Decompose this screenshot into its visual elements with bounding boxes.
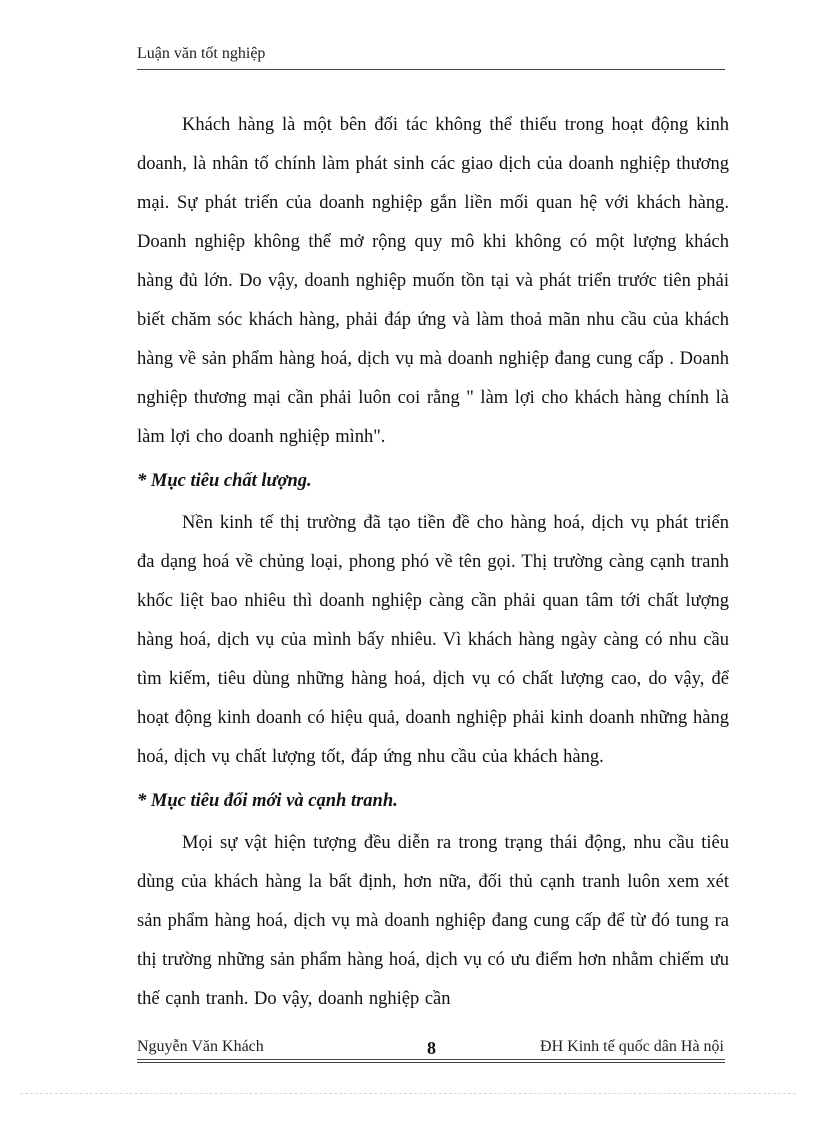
header-rule	[137, 69, 725, 70]
heading-quality-goal: * Mục tiêu chất lượng.	[137, 471, 312, 491]
paragraph-customers: Khách hàng là một bên đối tác không thể thiếu trong hoạt động kinh doanh, là nhân tố chính làm phát sinh các giao dịch của doanh nghiệp thương mại. Sự phát triển của doanh nghiệp gắn liền mối quan hệ với khách hàng. Doanh nghiệp không thể mở rộng quy mô khi không có một lượng khách hàng đủ lớn. Do vậy, doanh nghiệp muốn tồn tại và phát triển trước tiên phải biết chăm sóc khách hàng, phải đáp ứng và làm thoả mãn nhu cầu của khách hàng về sản phẩm hàng hoá, dịch vụ mà doanh nghiệp đang cung cấp . Doanh nghiệp thương mại cần phải luôn coi rằng " làm lợi cho khách hàng chính là làm lợi cho doanh nghiệp mình".	[137, 115, 729, 447]
paragraph-quality: Nền kinh tế thị trường đã tạo tiền đề cho hàng hoá, dịch vụ phát triển đa dạng hoá về chủng loại, phong phó về tên gọi. Thị trường càng cạnh tranh khốc liệt bao nhiêu thì doanh nghiệp càng cần phải quan tâm tới chất lượng hàng hoá, dịch vụ của mình bấy nhiêu. Vì khách hàng ngày càng có nhu cầu tìm kiếm, tiêu dùng những hàng hoá, dịch vụ có chất lượng cao, do vậy, để hoạt động kinh doanh có hiệu quả, doanh nghiệp phải kinh doanh những hàng hoá, dịch vụ chất lượng tốt, đáp ứng nhu cầu của khách hàng.	[137, 513, 729, 767]
page-number: 8	[427, 1038, 436, 1058]
footer-author: Nguyễn Văn Khách	[137, 1038, 264, 1055]
footer-rule	[137, 1059, 725, 1060]
paragraph-innovation: Mọi sự vật hiện tượng đều diễn ra trong trạng thái động, nhu cầu tiêu dùng của khách hàng la bất định, hơn nữa, đối thủ cạnh tranh luôn xem xét sản phẩm hàng hoá, dịch vụ mà doanh nghiệp đang cung cấp để từ đó tung ra thị trường những sản phẩm hàng hoá, dịch vụ có ưu điểm hơn nhằm chiếm ưu thế cạnh tranh. Do vậy, doanh nghiệp cần	[137, 833, 729, 1009]
footer-institution: ĐH Kinh tế quốc dân Hà nội	[540, 1038, 724, 1055]
footer-rule-secondary	[137, 1062, 725, 1063]
running-header: Luận văn tốt nghiệp	[137, 45, 266, 62]
page-body	[137, 106, 729, 1019]
page-break-line	[20, 1093, 796, 1094]
heading-innovation-goal: * Mục tiêu đổi mới và cạnh tranh.	[137, 791, 398, 811]
